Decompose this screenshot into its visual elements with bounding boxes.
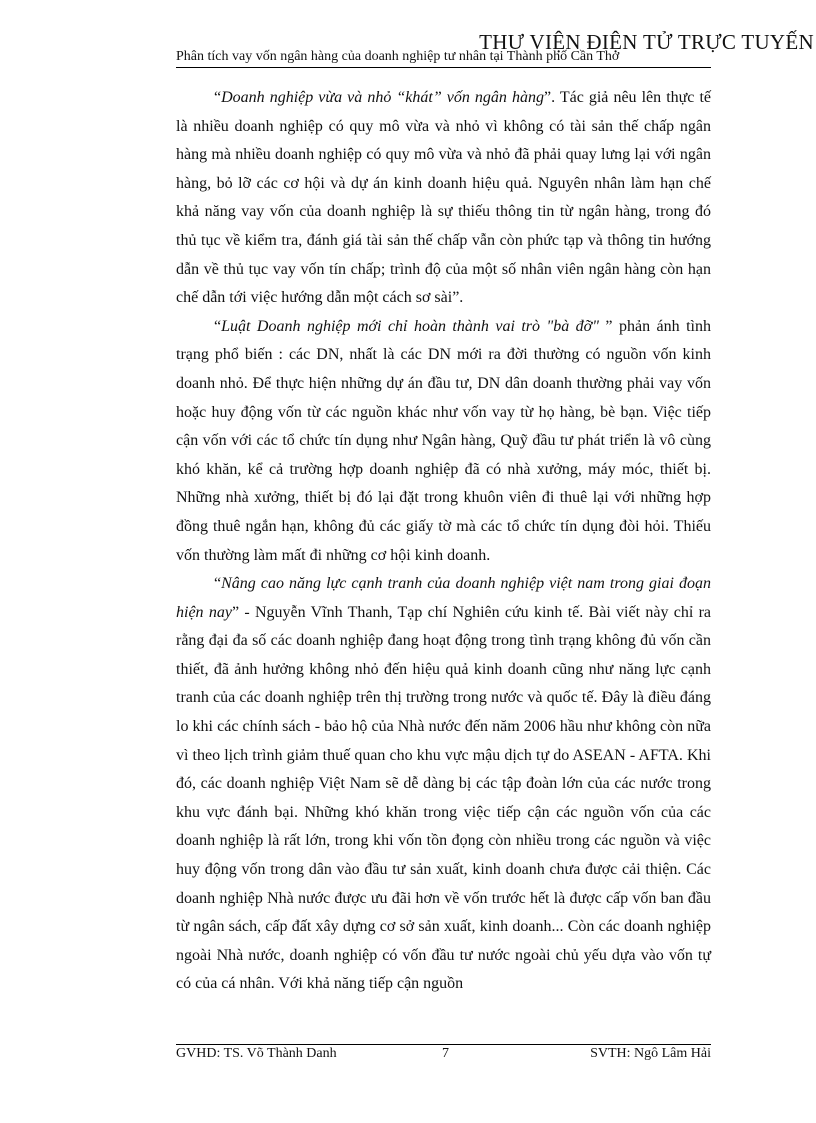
watermark-text: THƯ VIỆN ĐIỆN TỬ TRỰC TUYẾN bbox=[479, 30, 814, 54]
open-quote: “ bbox=[214, 317, 222, 335]
paragraph-2 bbox=[176, 313, 711, 570]
paragraph-3 bbox=[176, 570, 711, 999]
document-body bbox=[176, 84, 711, 999]
paragraph-2-text: ” phản ánh tình trạng phổ biến : các DN, nhất là các DN mới ra đời thường có nguồn vốn kinh doanh nhỏ. Để thực hiện những dự án đầu tư, DN dân doanh thường phải vay vốn hoặc huy động vốn từ các nguồn khác như vốn vay từ họ hàng, bè bạn. Việc tiếp cận vốn với các tổ chức tín dụng như Ngân hàng, Quỹ đầu tư phát triển là vô cùng khó khăn, kể cả trường hợp doanh nghiệp đã có nhà xưởng, máy móc, thiết bị. Những nhà xưởng, thiết bị đó lại đặt trong khuôn viên đi thuê lại với những hợp đồng thuê ngắn hạn, không đủ các giấy tờ mà các tổ chức tín dụng đòi hỏi. Thiếu vốn thường làm mất đi những cơ hội kinh doanh. bbox=[176, 317, 711, 564]
paragraph-1 bbox=[176, 84, 711, 313]
article-title-3: Nâng cao năng lực cạnh tranh của doanh nghiệp việt nam trong giai đoạn hiện nay bbox=[176, 575, 711, 621]
footer-advisor: GVHD: TS. Võ Thành Danh bbox=[176, 1046, 337, 1061]
footer-student: SVTH: Ngô Lâm Hải bbox=[590, 1046, 711, 1061]
article-title-1: Doanh nghiệp vừa và nhỏ “khát” vốn ngân hàng bbox=[221, 89, 544, 106]
paragraph-1-text: ”. Tác giả nêu lên thực tế là nhiều doanh nghiệp có quy mô vừa và nhỏ vì không có tài sản thế chấp ngân hàng mà nhiều doanh nghiệp có quy mô vừa và nhỏ đã phải quay lưng lại với ngân hàng, bỏ lỡ các cơ hội và dự án kinh doanh hiệu quả. Nguyên nhân làm hạn chế khả năng vay vốn của doanh nghiệp là sự thiếu thông tin từ ngân hàng, trong đó thủ tục về kiểm tra, đánh giá tài sản thế chấp vẫn còn phức tạp và thông tin hướng dẫn về thủ tục vay vốn tín chấp; trình độ của một số nhân viên ngân hàng còn hạn chế dẫn tới việc hướng dẫn một cách sơ sài”. bbox=[176, 89, 711, 307]
footer-divider bbox=[176, 1044, 711, 1045]
page-footer bbox=[176, 1046, 711, 1066]
header-divider bbox=[176, 67, 711, 68]
article-title-2: Luật Doanh nghiệp mới chỉ hoàn thành vai trò "bà đỡ" bbox=[221, 317, 599, 335]
running-header-title: Phân tích vay vốn ngân hàng của doanh nghiệp tư nhân tại Thành phố Cần Thơ bbox=[176, 49, 620, 64]
open-quote: “ bbox=[214, 575, 222, 593]
paragraph-3-text: ” - Nguyễn Vĩnh Thanh, Tạp chí Nghiên cứu kinh tế. Bài viết này chỉ ra rằng đại đa số các doanh nghiệp đang hoạt động trong tình trạng không đủ vốn cần thiết, đã ảnh hưởng không nhỏ đến hiệu quả kinh doanh cũng như năng lực cạnh tranh của các doanh nghiệp trên thị trường trong nước và quốc tế. Đây là điều đáng lo khi các chính sách - bảo hộ của Nhà nước đến năm 2006 hầu như không còn nữa vì theo lịch trình giảm thuế quan cho khu vực mậu dịch tự do ASEAN - AFTA. Khi đó, các doanh nghiệp Việt Nam sẽ dễ dàng bị các tập đoàn lớn của các nước trong khu vực đánh bại. Những khó khăn trong việc tiếp cận các nguồn vốn của các doanh nghiệp là rất lớn, trong khi vốn tồn đọng còn nhiều trong các nguồn và việc huy động vốn trong dân vào đầu tư sản xuất, kinh doanh chưa được cải thiện. Các doanh nghiệp Nhà nước được ưu đãi hơn về vốn trước hết là được cấp vốn ban đầu từ ngân sách, cấp đất xây dựng cơ sở sản xuất, kinh doanh... Còn các doanh nghiệp ngoài Nhà nước, doanh nghiệp có vốn đầu tư nước ngoài chủ yếu dựa vào vốn tự có của cá nhân. Với khả năng tiếp cận nguồn bbox=[176, 603, 712, 993]
page-number: 7 bbox=[442, 1046, 449, 1061]
open-quote: “ bbox=[214, 89, 222, 106]
